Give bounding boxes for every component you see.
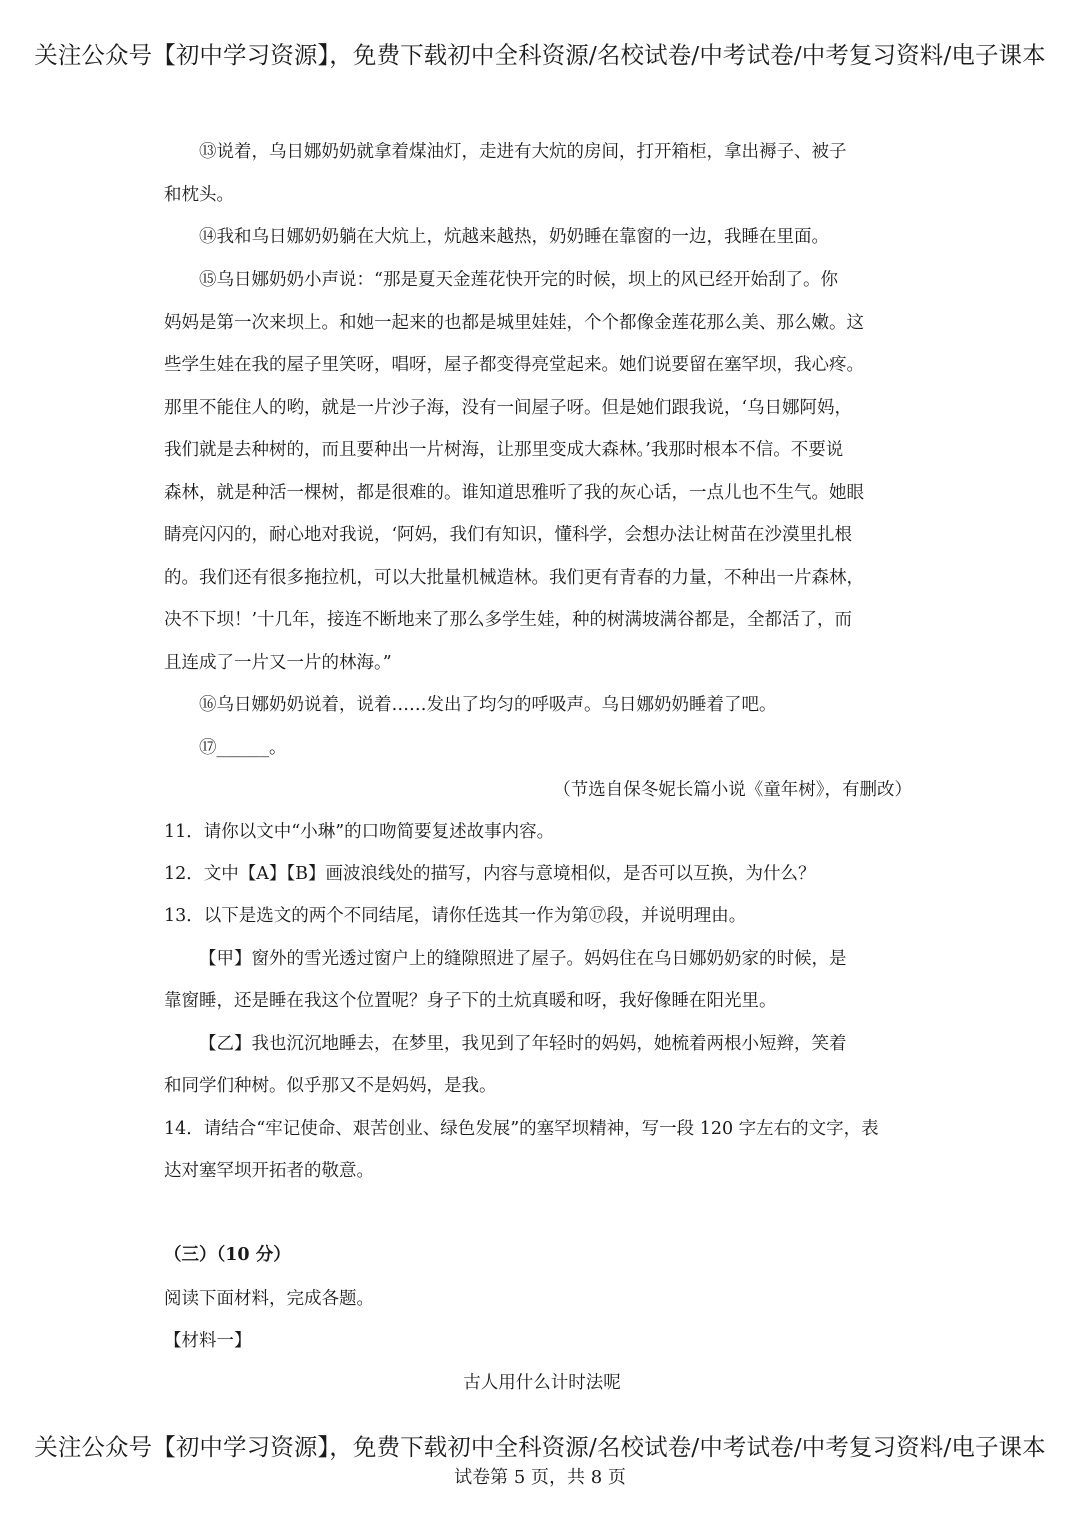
ending-jia-line-2: 靠窗睡，还是睡在我这个位置呢？身子下的土炕真暖和呀，我好像睡在阳光里。	[164, 991, 777, 1011]
paragraph-15-line-5: 我们就是去种树的，而且要种出一片树海，让那里变成大森林。’我那时根本不信。不要说	[164, 440, 844, 460]
paragraph-15-line-1: ⑮乌日娜奶奶小声说：“那是夏天金莲花快开完的时候，坝上的风已经开始刮了。你	[199, 270, 838, 290]
ending-yi-line-2: 和同学们种树。似乎那又不是妈妈，是我。	[164, 1076, 497, 1096]
paragraph-13-line-1: ⑬说着，乌日娜奶奶就拿着煤油灯，走进有大炕的房间，打开箱柜，拿出褥子、被子	[199, 142, 847, 162]
question-14-line-2: 达对塞罕坝开拓者的敬意。	[164, 1161, 374, 1181]
paragraph-15-line-3: 些学生娃在我的屋子里笑呀，唱呀，屋子都变得亮堂起来。她们说要留在塞罕坝，我心疼。	[164, 355, 864, 375]
page-number: 试卷第 5 页，共 8 页	[454, 1467, 626, 1488]
source-caption: （节选自保冬妮长篇小说《童年树》，有删改）	[553, 780, 912, 800]
bottom-promo-banner: 关注公众号【初中学习资源】，免费下载初中全科资源/名校试卷/中考试卷/中考复习资料/电子课本	[34, 1433, 1046, 1461]
ending-yi-line-1: 【乙】我也沉沉地睡去，在梦里，我见到了年轻时的妈妈，她梳着两根小短辫，笑着	[199, 1034, 847, 1054]
paragraph-16: ⑯乌日娜奶奶说着，说着……发出了均匀的呼吸声。乌日娜奶奶睡着了吧。	[199, 695, 777, 715]
question-11: 11．请你以文中“小琳”的口吻简要复述故事内容。	[164, 822, 555, 842]
paragraph-13-line-2: 和枕头。	[164, 185, 234, 205]
paragraph-15-line-10: 且连成了一片又一片的林海。”	[164, 653, 392, 673]
question-12: 12．文中【A】【B】画波浪线处的描写，内容与意境相似，是否可以互换，为什么？	[164, 864, 816, 884]
question-14-line-1: 14．请结合“牢记使命、艰苦创业、绿色发展”的塞罕坝精神，写一段 120 字左右的文字，表	[164, 1119, 879, 1139]
paragraph-15-line-7: 睛亮闪闪的，耐心地对我说，‘阿妈，我们有知识，懂科学，会想办法让树苗在沙漠里扎根	[164, 525, 853, 545]
paragraph-15-line-6: 森林，就是种活一棵树，都是很难的。谁知道思雅听了我的灰心话，一点儿也不生气。她眼	[164, 483, 864, 503]
paragraph-14: ⑭我和乌日娜奶奶躺在大炕上，炕越来越热，奶奶睡在靠窗的一边，我睡在里面。	[199, 227, 829, 247]
material-1-label: 【材料一】	[164, 1331, 252, 1351]
paragraph-15-line-8: 的。我们还有很多拖拉机，可以大批量机械造林。我们更有青春的力量，不种出一片森林，	[164, 568, 864, 588]
question-13: 13．以下是选文的两个不同结尾，请你任选其一作为第⑰段，并说明理由。	[164, 906, 747, 926]
section-3-heading: （三）（10 分）	[164, 1245, 291, 1265]
ending-jia-line-1: 【甲】窗外的雪光透过窗户上的缝隙照进了屋子。妈妈住在乌日娜奶奶家的时候，是	[199, 949, 847, 969]
paragraph-15-line-4: 那里不能住人的哟，就是一片沙子海，没有一间屋子呀。但是她们跟我说，‘乌日娜阿妈，	[164, 398, 853, 418]
paragraph-15-line-9: 决不下坝！’十几年，接连不断地来了那么多学生娃，种的树满坡满谷都是，全都活了，而	[164, 610, 853, 630]
top-promo-banner: 关注公众号【初中学习资源】，免费下载初中全科资源/名校试卷/中考试卷/中考复习资料/电子课本	[34, 41, 1046, 69]
material-1-title: 古人用什么计时法呢	[463, 1373, 621, 1393]
paragraph-17-blank: ⑰______。	[199, 738, 287, 758]
paragraph-15-line-2: 妈妈是第一次来坝上。和她一起来的也都是城里娃娃，个个都像金莲花那么美、那么嫩。这	[164, 313, 864, 333]
section-3-instruction: 阅读下面材料，完成各题。	[164, 1289, 374, 1309]
